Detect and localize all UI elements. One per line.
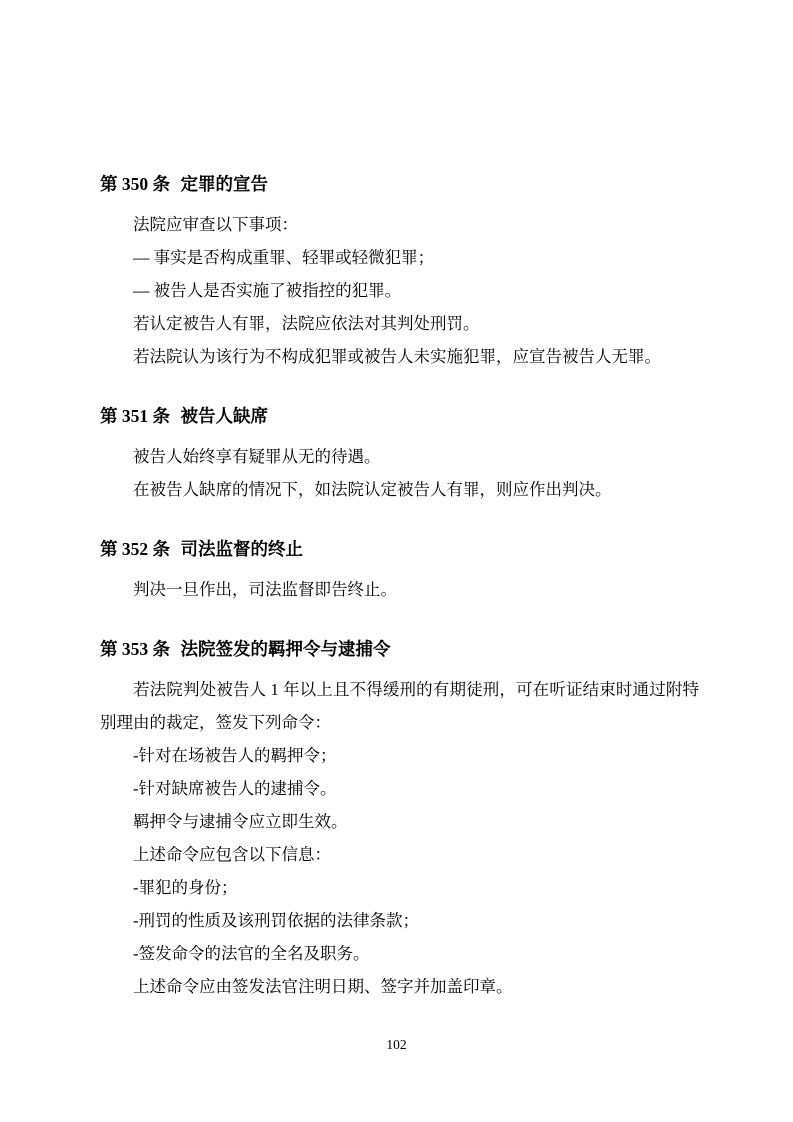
article-number: 第 353 条 bbox=[100, 639, 170, 659]
paragraph: -罪犯的身份； bbox=[133, 878, 238, 897]
article-350-heading bbox=[100, 168, 699, 201]
page-number: 102 bbox=[386, 1037, 407, 1052]
paragraph: 被告人始终享有疑罪从无的待遇。 bbox=[133, 447, 381, 466]
paragraph: 在被告人缺席的情况下，如法院认定被告人有罪，则应作出判决。 bbox=[133, 480, 612, 499]
paragraph: -针对缺席被告人的逮捕令。 bbox=[133, 779, 337, 798]
paragraph: 羁押令与逮捕令应立即生效。 bbox=[133, 812, 348, 831]
article-title: 定罪的宣告 bbox=[180, 174, 268, 194]
paragraph: 上述命令应包含以下信息： bbox=[133, 845, 331, 864]
document-content bbox=[100, 168, 699, 1003]
paragraph: 判决一旦作出，司法监督即告终止。 bbox=[133, 580, 397, 599]
paragraph: — 事实是否构成重罪、轻罪或轻微犯罪； bbox=[133, 248, 435, 267]
paragraph: — 被告人是否实施了被指控的犯罪。 bbox=[133, 281, 402, 300]
article-353-heading bbox=[100, 633, 699, 666]
paragraph: -刑罚的性质及该刑罚依据的法律条款； bbox=[133, 911, 419, 930]
article-title: 司法监督的终止 bbox=[180, 539, 303, 559]
paragraph: 若法院认为该行为不构成犯罪或被告人未实施犯罪，应宣告被告人无罪。 bbox=[133, 347, 661, 366]
paragraph: 若认定被告人有罪，法院应依法对其判处刑罚。 bbox=[133, 314, 480, 333]
paragraph: -针对在场被告人的羁押令； bbox=[133, 746, 337, 765]
article-number: 第 350 条 bbox=[100, 174, 170, 194]
article-title: 被告人缺席 bbox=[180, 406, 268, 426]
paragraph: 法院应审查以下事项： bbox=[133, 215, 298, 234]
paragraph: 若法院判处被告人 1 年以上且不得缓刑的有期徒刑，可在听证结束时通过附特别理由的裁定，签发下列命令： bbox=[100, 680, 699, 732]
article-number: 第 352 条 bbox=[100, 539, 170, 559]
article-351-heading bbox=[100, 400, 699, 433]
article-352-heading bbox=[100, 533, 699, 566]
paragraph: -签发命令的法官的全名及职务。 bbox=[133, 944, 370, 963]
article-number: 第 351 条 bbox=[100, 406, 170, 426]
paragraph: 上述命令应由签发法官注明日期、签字并加盖印章。 bbox=[133, 977, 513, 996]
article-title: 法院签发的羁押令与逮捕令 bbox=[180, 639, 391, 659]
